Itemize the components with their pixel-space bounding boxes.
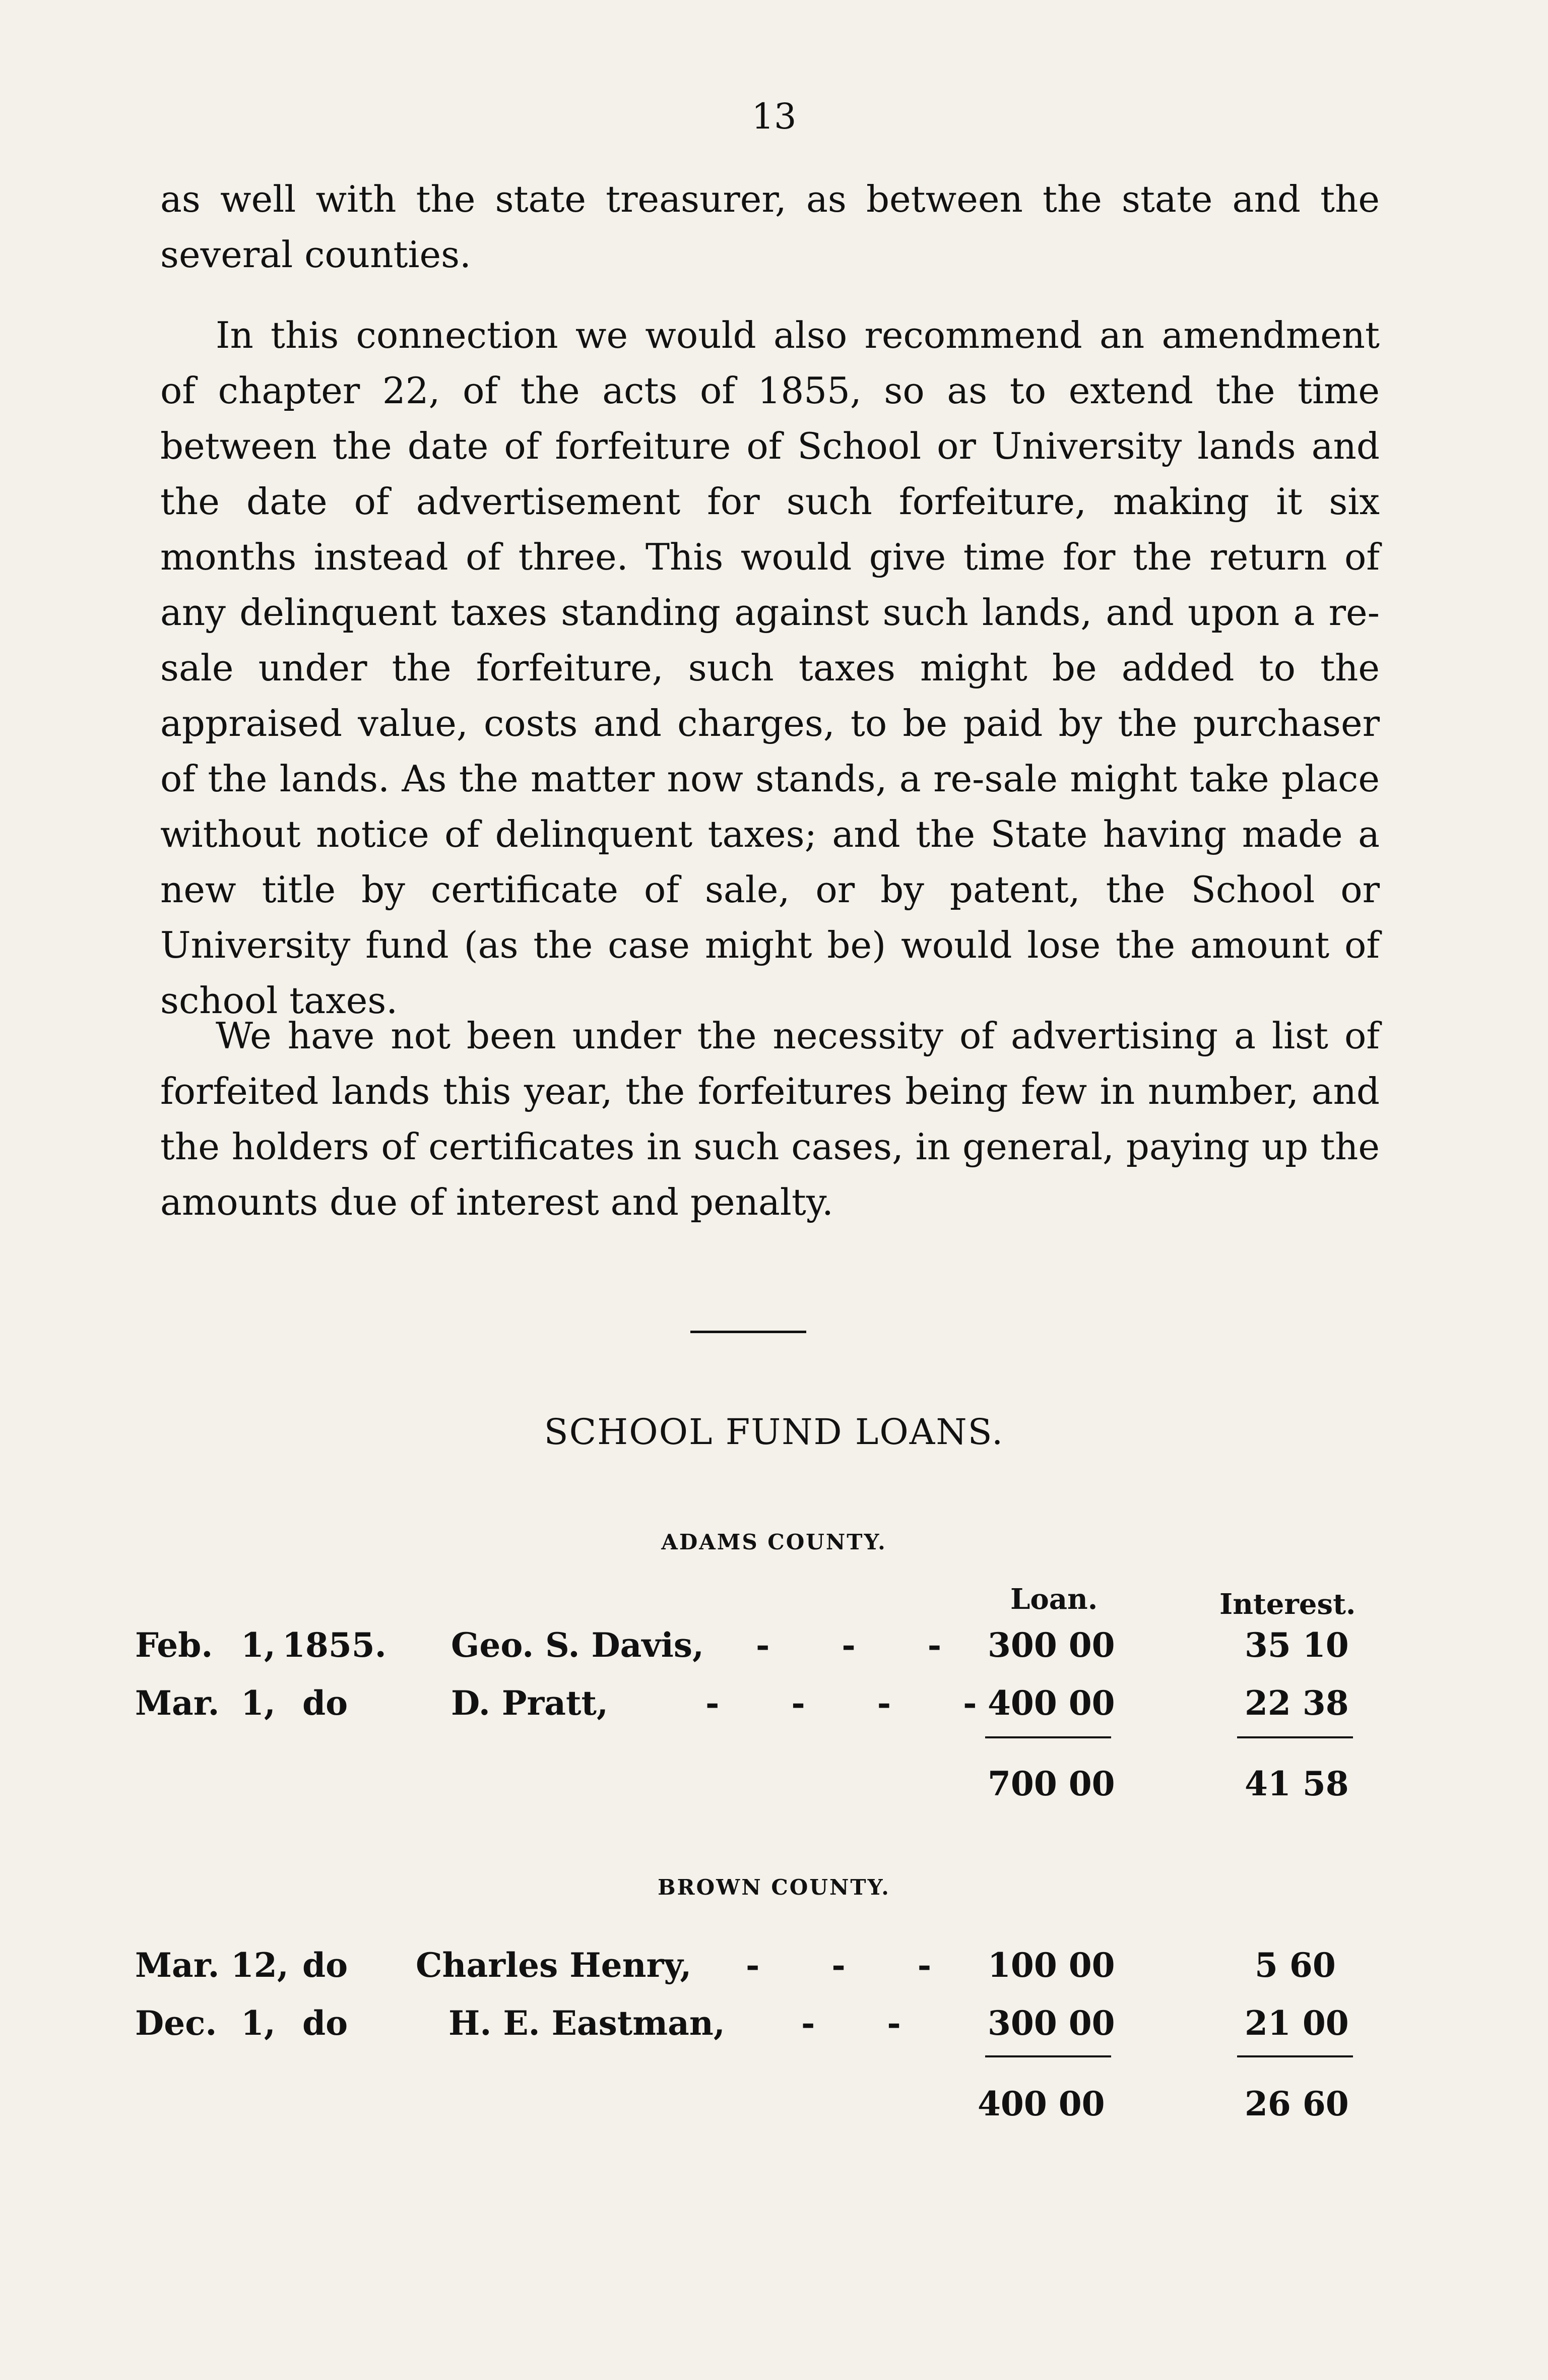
interest-amount: 22 38 bbox=[1245, 1683, 1349, 1723]
column-header-loan: Loan. bbox=[1010, 1583, 1098, 1616]
date-year: do bbox=[302, 1683, 348, 1723]
date-month: Mar. bbox=[135, 1683, 220, 1723]
total-loan: 700 00 bbox=[988, 1764, 1115, 1803]
date-year: 1855. bbox=[282, 1625, 386, 1665]
date-month: Feb. bbox=[135, 1625, 213, 1665]
total-line-loan bbox=[985, 1736, 1111, 1738]
date-day: 1, bbox=[241, 1625, 276, 1665]
county-heading-adams: ADAMS COUNTY. bbox=[661, 1530, 887, 1554]
total-line-loan bbox=[985, 2055, 1111, 2057]
date-year: do bbox=[302, 2003, 348, 2043]
leader-dots: - - bbox=[801, 2003, 931, 2043]
date-month: Mar. bbox=[135, 1946, 220, 1985]
date-year: do bbox=[302, 1946, 348, 1985]
total-line-interest bbox=[1237, 1736, 1353, 1738]
total-interest: 26 60 bbox=[1245, 2084, 1349, 2123]
page-number: 13 bbox=[751, 96, 797, 137]
loan-amount: 400 00 bbox=[988, 1683, 1115, 1723]
section-title: SCHOOL FUND LOANS. bbox=[544, 1411, 1004, 1453]
county-heading-brown: BROWN COUNTY. bbox=[658, 1875, 890, 1900]
leader-dots: - - - - bbox=[705, 1683, 1007, 1723]
section-divider bbox=[690, 1331, 806, 1333]
total-row bbox=[0, 2084, 1548, 2130]
paragraph-1 bbox=[160, 171, 1380, 282]
table-row bbox=[0, 2003, 1548, 2049]
paragraph-text: as well with the state treasurer, as between the state and the several counties. bbox=[160, 178, 1380, 276]
borrower-name: Charles Henry, bbox=[416, 1946, 692, 1985]
loan-amount: 100 00 bbox=[988, 1946, 1115, 1985]
total-line-interest bbox=[1237, 2055, 1353, 2057]
borrower-name: D. Pratt, bbox=[451, 1683, 608, 1723]
paragraph-text: We have not been under the necessity of advertising a list of forfeited lands this year, the forfeitures being few in number, and the holders of certificates in such cases, in general, paying up the amounts due of interest and penalty. bbox=[160, 1015, 1380, 1223]
table-row bbox=[0, 1946, 1548, 1991]
interest-amount: 21 00 bbox=[1245, 2003, 1349, 2043]
loan-amount: 300 00 bbox=[988, 1625, 1115, 1665]
total-interest: 41 58 bbox=[1245, 1764, 1349, 1803]
leader-dots: - - - bbox=[756, 1625, 972, 1665]
table-row bbox=[0, 1683, 1548, 1729]
borrower-name: Geo. S. Davis, bbox=[451, 1625, 704, 1665]
paragraph-text: In this connection we would also recommend an amendment of chapter 22, of the acts of 1855, so as to extend the time between the date of forfeiture of School or University lands and the date of advertisement for such forfeiture, making it six months instead of three. This would give time for the return of any delinquent taxes standing against such lands, and upon a re-sale under the forfeiture, such taxes might be added to the appraised value, costs and charges, to be paid by the purchaser of the lands. As the matter now stands, a re-sale might take place without notice of delinquent taxes; and the State having made a new title by certificate of sale, or by patent, the School or University fund (as the case might be) would lose the amount of school taxes. bbox=[160, 314, 1380, 1022]
loan-amount: 300 00 bbox=[988, 2003, 1115, 2043]
table-row bbox=[0, 1625, 1548, 1671]
interest-amount: 35 10 bbox=[1245, 1625, 1349, 1665]
column-header-interest: Interest. bbox=[1219, 1588, 1356, 1621]
total-loan: 400 00 bbox=[978, 2084, 1105, 2123]
paragraph-2 bbox=[160, 307, 1380, 1028]
paragraph-3 bbox=[160, 1008, 1380, 1230]
date-day: 1, bbox=[241, 1683, 276, 1723]
date-day: 12, bbox=[231, 1946, 289, 1985]
interest-amount: 5 60 bbox=[1255, 1946, 1336, 1985]
date-month: Dec. bbox=[135, 2003, 217, 2043]
date-day: 1, bbox=[241, 2003, 276, 2043]
leader-dots: - - - bbox=[746, 1946, 962, 1985]
borrower-name: H. E. Eastman, bbox=[448, 2003, 725, 2043]
total-row bbox=[0, 1764, 1548, 1809]
